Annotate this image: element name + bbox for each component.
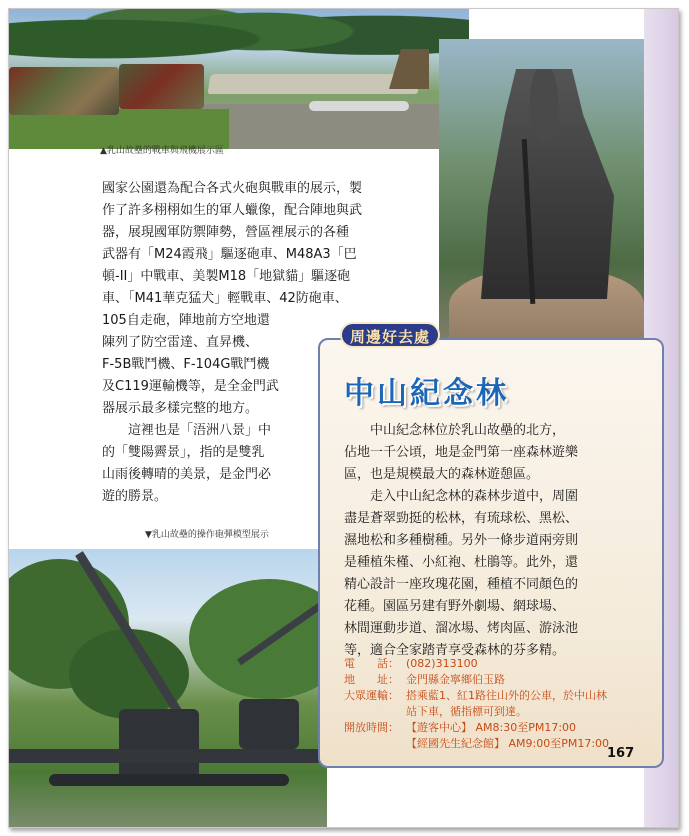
contact-info [344, 656, 644, 752]
photo-anti-aircraft-guns [9, 549, 327, 828]
photo-tree [189, 579, 327, 699]
article-line: 這裡也是「浯洲八景」中 [128, 423, 272, 438]
contact-address [344, 672, 644, 688]
nearby-badge: 周邊好去處 [340, 322, 440, 348]
article-line: 武器有「M24霞飛」驅逐砲車、M48A3「巴 [102, 247, 357, 262]
transit-label: 大眾運輸： [344, 689, 399, 702]
address-label: 地 址： [344, 673, 399, 686]
attraction-line: 盡是蒼翠勁挺的松林，有琉球松、黑松、 [344, 511, 579, 526]
article-line: 105自走砲，陣地前方空地還 [102, 313, 270, 328]
attraction-text [344, 420, 644, 662]
article-line: 器展示最多樣完整的地方。 [102, 401, 259, 416]
attraction-line: 等，適合全家踏青享受森林的芬多精。 [344, 643, 566, 658]
hours-label: 開放時間： [344, 721, 399, 734]
page-number: 167 [607, 746, 635, 761]
contact-hours-cont: 【經國先生紀念館】 AM9:00至PM17:00 [406, 737, 610, 750]
photo-tanks-and-planes [9, 9, 469, 149]
phone-label: 電 話： [344, 657, 399, 670]
article-line: 車、「M41華克猛犬」輕戰車、42防砲車、 [102, 291, 348, 306]
fighter-jet [208, 74, 421, 94]
contact-transit-cont: 站下車，循指標可到達。 [406, 705, 527, 718]
tank-1 [9, 67, 119, 115]
attraction-line: 濕地松和多種樹種。另外一條步道兩旁則 [344, 533, 579, 548]
attraction-line: 佔地一千公頃，地是金門第一座森林遊樂 [344, 445, 579, 460]
phone-value: (082)313100 [406, 657, 478, 670]
article-line: 山雨後轉晴的美景，是金門必 [102, 467, 272, 482]
contact-hours [344, 720, 644, 736]
attraction-line: 區，也是規模最大的森林遊憩區。 [344, 467, 540, 482]
gun-platform [49, 774, 289, 786]
attraction-line: 林間運動步道、溜冰場、烤肉區、游泳池 [344, 621, 579, 636]
gun-mount-1 [119, 709, 199, 779]
attraction-title: 中山紀念林 [344, 376, 509, 411]
photo-statue [439, 39, 644, 359]
article-line: 及C119運輸機等，是全金門武 [102, 379, 279, 394]
article-line: 國家公園還為配合各式火砲與戰車的展示，製 [102, 181, 363, 196]
transit-value: 搭乘藍1、紅1路往山外的公車，於中山林 [406, 689, 607, 702]
article-line: 的「雙陽霽景」，指的是雙乳 [102, 445, 265, 460]
caption-guns: ▼乳山故壘的操作砲彈模型展示 [145, 530, 269, 540]
photo-lawn [9, 109, 229, 149]
article-line: 頓-II」中戰車、美製M18「地獄貓」驅逐砲 [102, 269, 351, 284]
gun-rail [9, 749, 327, 763]
attraction-line: 是種植朱槿、小紅袍、杜鵑等。此外，還 [344, 555, 579, 570]
article-line: 遊的勝景。 [102, 489, 168, 504]
gun-mount-2 [239, 699, 299, 749]
attraction-line: 花種。園區另建有野外劇場、網球場、 [344, 599, 566, 614]
article-line: 器，展現國軍防禦陣勢，營區裡展示的各種 [102, 225, 350, 240]
small-aircraft [309, 101, 409, 111]
contact-phone [344, 656, 644, 672]
attraction-line: 走入中山紀念林的森林步道中，周圍 [370, 489, 579, 504]
article-line: 陳列了防空雷達、直昇機、 [102, 335, 259, 350]
article-line: 作了許多栩栩如生的軍人蠟像，配合陣地與武 [102, 203, 363, 218]
article-line: F-5B戰鬥機、F-104G戰鬥機 [102, 357, 270, 372]
attraction-line: 精心設計一座玫瑰花園，種植不同顏色的 [344, 577, 579, 592]
statue-figure [474, 69, 614, 299]
attraction-line: 中山紀念林位於乳山故壘的北方， [370, 423, 566, 438]
address-value: 金門縣金寧鄉伯玉路 [406, 673, 505, 686]
contact-transit [344, 688, 644, 704]
caption-tanks-planes: ▲乳山故壘的戰車與飛機展示區 [100, 146, 224, 156]
hours-value: 【遊客中心】 AM8:30至PM17:00 [406, 721, 577, 734]
tank-2 [119, 64, 204, 109]
